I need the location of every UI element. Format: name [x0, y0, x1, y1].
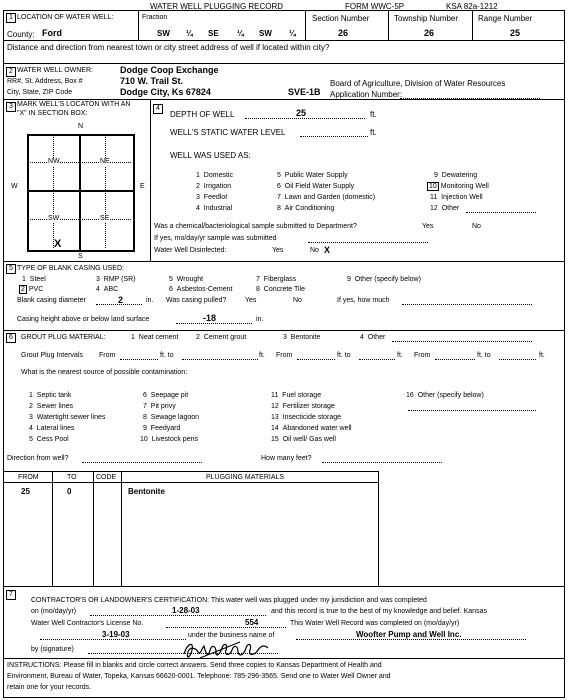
disinfected-no-mark: X: [324, 245, 331, 255]
city-label: City, State, ZIP Code: [7, 89, 73, 96]
address-label: RR#, St. Address, Box #: [7, 78, 83, 85]
divider: [3, 330, 564, 331]
sample-date-question: If yes, mo/day/yr sample was submitted: [154, 235, 277, 242]
divider: [3, 261, 564, 262]
how-many-feet-line: [322, 462, 442, 463]
source-16: 16 Other (specify below): [406, 392, 484, 399]
form-number: FORM WWC-5P: [345, 2, 405, 11]
quadrant-se: SE: [100, 215, 110, 222]
certification-line-1: CONTRACTOR'S OR LANDOWNER'S CERTIFICATION: This water well was plugged under my jurisdiction and was completed: [31, 597, 427, 604]
business-name-line: [296, 639, 526, 640]
casing-pulled-no: No: [293, 297, 302, 304]
owner-label: WATER WELL OWNER:: [17, 67, 93, 74]
fraction-3-quarter: ¼: [289, 29, 296, 38]
interval-3-to-line: [499, 359, 536, 360]
instructions-line-2: Environment, Bureau of Water, Topeka, Kansas 66620-0001. Telephone: 785-296-3565. Send one to Water Well Owner and: [7, 673, 391, 680]
depth-unit: ft.: [370, 110, 377, 119]
table-column-divider: [52, 471, 53, 586]
table-column-divider: [121, 471, 122, 586]
disinfected-question: Water Well Disinfected:: [154, 247, 227, 254]
quadrant-ne: NE: [100, 158, 110, 165]
use-3: 3 Feedlot: [196, 194, 228, 201]
compass-w: W: [11, 183, 18, 190]
table-row-to: 0: [67, 487, 72, 496]
other-use-line: [466, 212, 536, 213]
range-number-value: 25: [510, 28, 521, 38]
casing-type-label: TYPE OF BLANK CASING USED:: [17, 265, 124, 272]
casing-1: 1 Steel: [22, 276, 46, 283]
form-title: WATER WELL PLUGGING RECORD: [150, 2, 284, 11]
fraction-2-quarter: ¼: [237, 29, 244, 38]
casing-diameter-label: Blank casing diameter: [17, 297, 86, 304]
use-7: 7 Lawn and Garden (domestic): [277, 194, 376, 201]
casing-height-label: Casing height above or below land surface: [17, 316, 150, 323]
section-box-divider: [27, 190, 133, 192]
fraction-label: Fraction: [142, 14, 168, 21]
casing-4: 4 ABC: [96, 286, 119, 293]
quarter-line: [105, 134, 106, 248]
source-11: 11 Fuel storage: [271, 392, 322, 399]
source-6: 6 Seepage pit: [143, 392, 189, 399]
section-6-number: 6: [6, 333, 16, 343]
certification-line-2: and this record is true to the best of my knowledge and belief. Kansas: [271, 608, 487, 615]
address-value: 710 W. Trail St.: [120, 76, 184, 86]
section-7-number: 7: [6, 590, 16, 600]
how-much-label: If yes, how much: [337, 297, 390, 304]
township-number-label: Township Number: [394, 14, 459, 23]
casing-height-unit: in.: [256, 316, 264, 323]
use-2: 2 Irrigation: [196, 183, 232, 190]
disinfected-no: No: [310, 247, 319, 254]
license-line: [166, 627, 286, 628]
source-other-line: [408, 410, 536, 411]
certification-line-3: This Water Well Record was completed on (mo/day/yr): [290, 620, 460, 627]
range-number-label: Range Number: [478, 14, 533, 23]
table-row-material: Bentonite: [128, 487, 165, 496]
casing-8: 8 Concrete Tile: [256, 286, 306, 293]
table-header-from: FROM: [18, 474, 39, 481]
compass-s: S: [78, 253, 83, 260]
casing-2: 2 PVC: [21, 286, 44, 293]
section-5-number: 5: [6, 264, 16, 274]
use-5: 5 Public Water Supply: [277, 172, 348, 179]
interval-2-to-line: [359, 359, 395, 360]
divider: [3, 658, 564, 659]
section-box-divider: [79, 134, 81, 250]
interval-2-unit: ft.: [397, 352, 403, 359]
use-4: 4 Industrial: [196, 205, 233, 212]
quarter-line: [27, 219, 131, 220]
source-15: 15 Oil well/ Gas well: [271, 436, 336, 443]
use-10: 10 Monitoring Well: [429, 183, 489, 190]
source-12: 12 Fertilizer storage: [271, 403, 335, 410]
use-9: 9 Dewatering: [434, 172, 478, 179]
source-3: 3 Watertight sewer lines: [29, 414, 106, 421]
ksa-number: KSA 82a-1212: [446, 2, 498, 11]
source-4: 4 Lateral lines: [29, 425, 75, 432]
grout-other-line: [392, 341, 532, 342]
divider: [472, 10, 473, 40]
interval-1-to-line: [182, 359, 258, 360]
source-9: 9 Feedyard: [143, 425, 181, 432]
source-14: 14 Abandoned water well: [271, 425, 352, 432]
casing-6: 6 Asbestos-Cement: [169, 286, 233, 293]
use-6: 6 Oil Field Water Supply: [277, 183, 355, 190]
table-row-from: 25: [21, 487, 30, 496]
interval-1-unit: ft.: [259, 352, 265, 359]
completion-date-label: on (mo/day/yr): [31, 608, 77, 615]
interval-1-from-line: [120, 359, 158, 360]
chem-yes: Yes: [422, 223, 434, 230]
used-as-label: WELL WAS USED AS:: [170, 151, 251, 160]
interval-1-from-label: From: [99, 352, 116, 359]
divider: [138, 10, 139, 40]
interval-2-from-label: From: [276, 352, 293, 359]
fraction-3: SW: [259, 29, 272, 38]
table-border: [3, 482, 379, 483]
use-12: 12 Other: [430, 205, 460, 212]
record-date-line: [40, 639, 186, 640]
direction-line: [82, 462, 202, 463]
use-11: 11 Injection Well: [430, 194, 483, 201]
sample-date-line: [308, 242, 428, 243]
grout-3: 3 Bentonite: [283, 334, 321, 341]
casing-diameter-unit: in.: [146, 297, 154, 304]
contamination-label: What is the nearest source of possible contamination:: [21, 369, 188, 376]
how-much-line: [402, 304, 532, 305]
quadrant-sw: SW: [48, 215, 60, 222]
quarter-line: [53, 134, 54, 248]
divider: [3, 63, 564, 64]
source-7: 7 Pit privy: [143, 403, 176, 410]
use-1: 1 Domestic: [196, 172, 233, 179]
casing-5: 5 Wrought: [169, 276, 204, 283]
record-date-value: 3-19-03: [102, 630, 130, 639]
compass-n: N: [78, 123, 84, 130]
table-header-to: TO: [67, 474, 77, 481]
application-number-label: Application Number:: [330, 90, 403, 99]
section-number-value: 26: [338, 28, 349, 38]
township-number-value: 26: [424, 28, 435, 38]
instructions-line-1: INSTRUCTIONS: Please fill in blanks and circle correct answers. Send three copies to Kansas Department of Health and: [7, 662, 382, 669]
depth-label: DEPTH OF WELL: [170, 110, 235, 119]
disinfected-yes: Yes: [272, 247, 284, 254]
casing-pulled-question: Was casing pulled?: [166, 297, 227, 304]
business-name-value: Woofter Pump and Well Inc.: [356, 630, 462, 639]
mark-well-label: MARK WELL'S LOCATON WITH AN: [17, 101, 131, 108]
section-2-number: 2: [6, 67, 16, 77]
quarter-line: [27, 162, 131, 163]
source-2: 2 Sewer lines: [29, 403, 73, 410]
casing-9: 9 Other (specify below): [347, 276, 421, 283]
board-label: Board of Agriculture, Division of Water Resources: [330, 79, 506, 88]
table-header-code: CODE: [96, 474, 117, 481]
fraction-2: SE: [208, 29, 219, 38]
table-header-materials: PLUGGING MATERIALS: [206, 474, 285, 481]
divider: [3, 586, 564, 587]
license-value: 554: [245, 618, 259, 627]
divider: [150, 99, 151, 261]
well-location-mark: X: [54, 238, 62, 250]
completion-date-value: 1-28-03: [172, 606, 200, 615]
table-column-divider: [93, 471, 94, 586]
use-8: 8 Air Conditioning: [277, 205, 335, 212]
source-10: 10 Livestock pens: [140, 436, 198, 443]
section-box[interactable]: [27, 134, 135, 252]
interval-1-to-label: ft. to: [160, 352, 174, 359]
interval-3-from-line: [435, 359, 475, 360]
grout-2: 2 Cement grout: [196, 334, 247, 341]
application-id: SVE-1B: [288, 87, 321, 97]
grout-1: 1 Neat cement: [131, 334, 179, 341]
license-label: Water Well Contractor's License No.: [31, 620, 144, 627]
divider: [388, 10, 389, 40]
casing-height-value: -18: [203, 313, 217, 323]
table-border: [3, 471, 379, 472]
chem-no: No: [472, 223, 481, 230]
signature-label: by (signature): [31, 646, 74, 653]
section-1-number: 1: [6, 13, 16, 23]
depth-value: 25: [296, 108, 307, 118]
owner-value: Dodge Coop Exchange: [120, 65, 219, 75]
casing-height-line: [176, 323, 252, 324]
divider: [305, 10, 306, 40]
divider: [3, 99, 564, 100]
static-level-line: [300, 136, 368, 137]
grout-material-label: GROUT PLUG MATERIAL:: [21, 334, 106, 341]
county-label: County:: [7, 30, 35, 39]
section-4-number: 4: [153, 104, 163, 114]
grout-4: 4 Other: [360, 334, 386, 341]
interval-3-unit: ft.: [539, 352, 545, 359]
source-5: 5 Cess Pool: [29, 436, 69, 443]
divider: [3, 40, 564, 41]
instructions-line-3: retain one for your records.: [7, 684, 92, 691]
signature: [180, 636, 276, 664]
source-1: 1 Septic tank: [29, 392, 72, 399]
casing-2-selected-box: 2: [21, 286, 25, 293]
fraction-1: SW: [157, 29, 170, 38]
casing-7: 7 Fiberglass: [256, 276, 297, 283]
location-label: LOCATION OF WATER WELL:: [17, 14, 114, 21]
distance-label: Distance and direction from nearest town or city street address of well if located within city?: [7, 43, 330, 52]
source-8: 8 Sewage lagoon: [143, 414, 200, 421]
interval-3-to-label: ft. to: [477, 352, 491, 359]
use-10-selected-box: 10: [429, 183, 437, 190]
grout-intervals-label: Grout Plug Intervals: [21, 352, 83, 359]
compass-e: E: [140, 183, 145, 190]
section-3-number: 3: [6, 102, 16, 112]
direction-label: Direction from well?: [7, 455, 69, 462]
quadrant-nw: NW: [48, 158, 60, 165]
source-13: 13 Insecticide storage: [271, 414, 342, 421]
casing-3: 3 RMP (SR): [96, 276, 136, 283]
city-value: Dodge City, Ks 67824: [120, 87, 211, 97]
mark-well-label-2: "X" IN SECTION BOX:: [17, 110, 88, 117]
casing-diameter-value: 2: [118, 295, 124, 305]
business-name-label: under the business name of: [188, 632, 275, 639]
fraction-1-quarter: ¼: [186, 29, 193, 38]
completion-date-line: [90, 615, 266, 616]
how-many-feet-label: How many feet?: [261, 455, 312, 462]
interval-2-from-line: [297, 359, 335, 360]
static-level-label: WELL'S STATIC WATER LEVEL: [170, 128, 286, 137]
section-number-label: Section Number: [312, 14, 370, 23]
interval-2-to-label: ft. to: [337, 352, 351, 359]
interval-3-from-label: From: [414, 352, 431, 359]
depth-line: [245, 118, 365, 119]
casing-pulled-yes: Yes: [245, 297, 257, 304]
chem-sample-question: Was a chemical/bacteriological sample submitted to Department?: [154, 223, 357, 230]
county-value: Ford: [42, 28, 62, 38]
table-column-divider: [378, 471, 379, 586]
static-level-unit: ft.: [370, 128, 377, 137]
